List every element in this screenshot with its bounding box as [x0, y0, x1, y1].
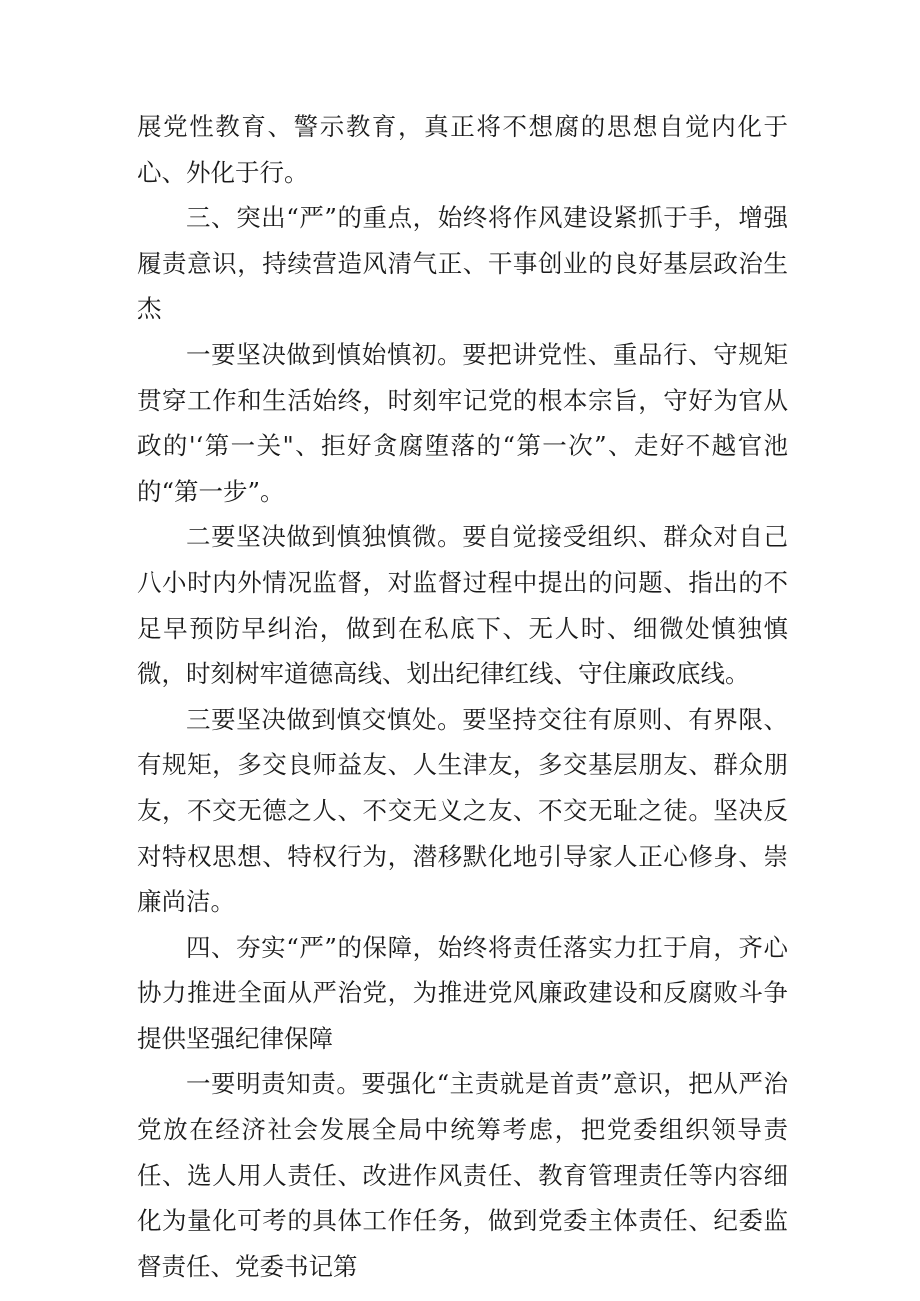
paragraph-continuation: 展党性教育、警示教育，真正将不想腐的思想自觉内化于心、外化于行。	[137, 112, 788, 187]
section-heading-three: 三、突出“严”的重点，始终将作风建设紧抓于手，增强履责意识，持续营造风清气正、干事创业的良好基层政治生杰	[137, 203, 788, 324]
paragraph-cautious-associations: 三要坚决做到慎交慎处。要坚持交往有原则、有界限、有规矩，多交良师益友、人生津友，多交基层朋友、群众朋友，不交无德之人、不交无义之友、不交无耻之徒。坚决反对特权思想、特权行为，潜移默化地引导家人正心修身、崇廉尚洁。	[137, 704, 788, 917]
paragraph-cautious-alone: 二要坚决做到慎独慎微。要自觉接受组织、群众对自己八小时内外情况监督，对监督过程中提出的问题、指出的不足早预防早纠治，做到在私底下、无人时、细微处慎独慎微，时刻树牢道德高线、划出纪律红线、守住廉政底线。	[137, 522, 788, 689]
paragraph-clarify-responsibility: 一要明责知责。要强化“主责就是首责”意识，把从严治党放在经济社会发展全局中统筹考虑，把党委组织领导责任、选人用人责任、改进作风责任、教育管理责任等内容细化为量化可考的具体工作任务，做到党委主体责任、纪委监督责任、党委书记第	[137, 1069, 788, 1281]
document-body	[137, 104, 788, 1289]
section-heading-four: 四、夯实“严”的保障，始终将责任落实力扛于肩，齐心协力推进全面从严治党，为推进党风廉政建设和反腐败斗争提供坚强纪律保障	[137, 932, 788, 1053]
paragraph-cautious-beginning: 一要坚决做到慎始慎初。要把讲党性、重品行、守规矩贯穿工作和生活始终，时刻牢记党的根本宗旨，守好为官从政的'‘第一关"、拒好贪腐堕落的“第一次”、走好不越官池的“第一步”。	[137, 339, 788, 506]
